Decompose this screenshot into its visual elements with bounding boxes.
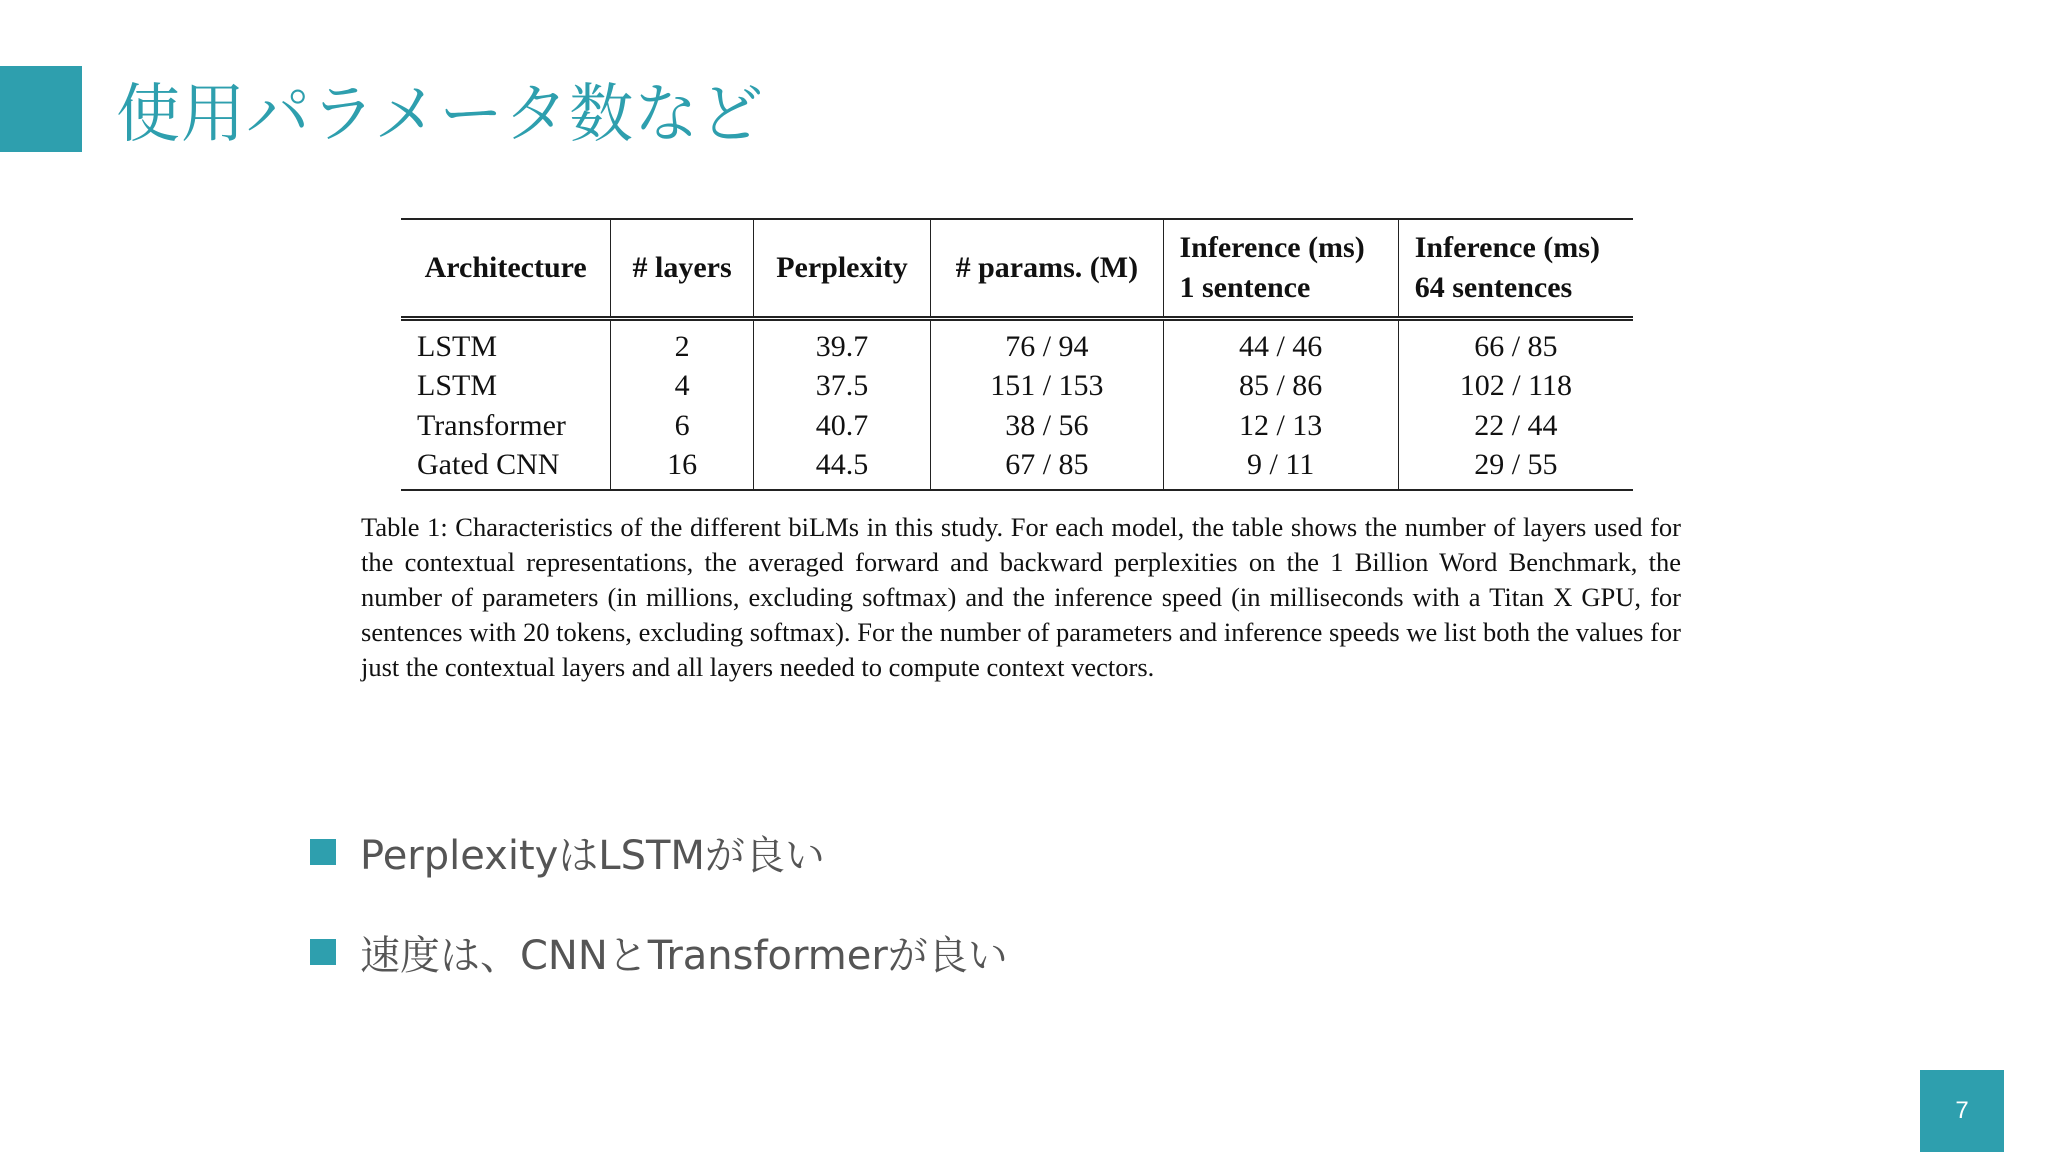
bullet-list [310,822,1008,1022]
cell-params: 76 / 94 [931,319,1163,367]
cell-inference-1: 9 / 11 [1163,446,1398,491]
cell-perplexity: 39.7 [753,319,930,367]
table-row [401,446,1633,491]
cell-params: 67 / 85 [931,446,1163,491]
header-inference-64-line1: Inference (ms) [1414,231,1600,264]
header-params: # params. (M) [931,219,1163,319]
table-row [401,319,1633,367]
bullet-text: 速度は、CNNとTransformerが良い [360,932,1008,979]
cell-architecture: LSTM [417,329,498,363]
cell-architecture: LSTM [417,369,498,403]
cell-inference-64: 22 / 44 [1398,406,1633,446]
cell-inference-64: 29 / 55 [1398,446,1633,491]
cell-architecture: Transformer [417,408,566,442]
bullet-square-icon [310,939,336,965]
cell-layers: 2 [611,319,753,367]
cell-inference-64: 102 / 118 [1398,367,1633,407]
slide-title: 使用パラメータ数など [116,78,765,152]
bullet-square-icon [310,839,336,865]
bullet-text: PerplexityはLSTMが良い [360,832,825,879]
cell-perplexity: 44.5 [753,446,930,491]
cell-inference-1: 12 / 13 [1163,406,1398,446]
cell-perplexity: 37.5 [753,367,930,407]
bullet-item [310,822,1008,882]
cell-layers: 6 [611,406,753,446]
header-inference-64-line2: 64 sentences [1414,271,1573,304]
page-number: 7 [1920,1070,2004,1152]
table-row [401,367,1633,407]
table-row [401,406,1633,446]
header-perplexity: Perplexity [753,219,930,319]
cell-layers: 16 [611,446,753,491]
header-layers: # layers [611,219,753,319]
cell-inference-64: 66 / 85 [1398,319,1633,367]
header-inference-1-line2: 1 sentence [1179,271,1311,304]
cell-inference-1: 85 / 86 [1163,367,1398,407]
table-caption: Table 1: Characteristics of the different biLMs in this study. For each model, the table shows the number of layers used for the contextual representations, the averaged forward and backward perplexities on the 1 Billion Word Benchmark, the number of parameters (in millions, excluding softmax) and the inference speed (in milliseconds with a Titan X GPU, for sentences with 20 tokens, excluding softmax). For the number of parameters and inference speeds we list both the values for just the contextual layers and all layers needed to compute context vectors. [361,512,1681,682]
header-inference-1 [1163,219,1398,319]
title-accent-bar [0,66,82,152]
header-inference-64 [1398,219,1633,319]
table-header-row [401,219,1633,319]
results-table [401,218,1633,491]
cell-perplexity: 40.7 [753,406,930,446]
header-inference-1-line1: Inference (ms) [1179,231,1365,264]
header-architecture: Architecture [401,219,611,319]
bullet-item [310,922,1008,982]
cell-params: 151 / 153 [931,367,1163,407]
cell-architecture: Gated CNN [401,446,611,491]
cell-layers: 4 [611,367,753,407]
cell-inference-1: 44 / 46 [1163,319,1398,367]
cell-params: 38 / 56 [931,406,1163,446]
